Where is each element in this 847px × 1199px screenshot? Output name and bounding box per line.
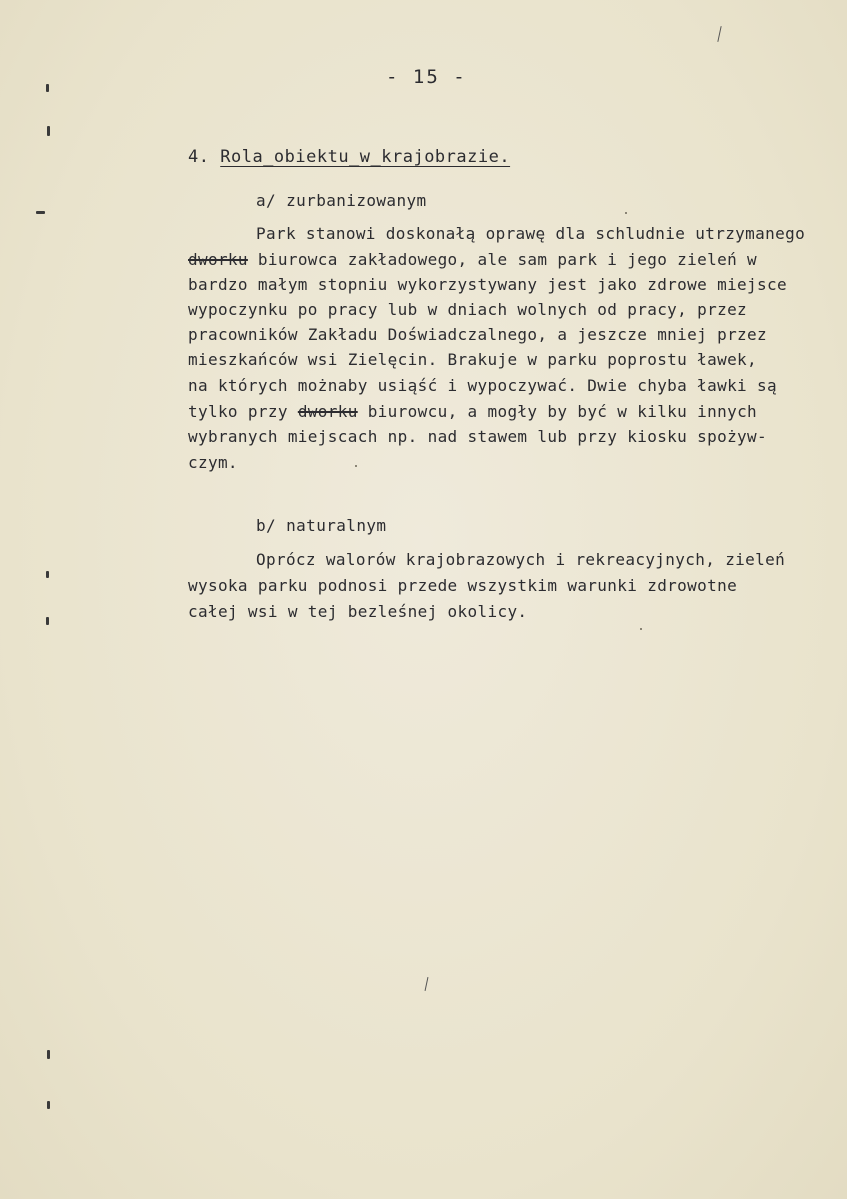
pencil-stroke [425, 977, 429, 991]
margin-mark [46, 617, 49, 625]
struck-word: dworku [188, 250, 248, 269]
paper-speck [640, 628, 642, 630]
margin-mark [47, 1101, 50, 1109]
heading-number: 4. [188, 147, 210, 167]
paragraph-line: całej wsi w tej bezleśnej okolicy. [188, 602, 528, 621]
pencil-stroke [717, 26, 721, 42]
paragraph-line: Park stanowi doskonałą oprawę dla schludnie utrzymanego [256, 224, 806, 243]
paragraph-line [188, 250, 757, 270]
margin-mark [46, 84, 49, 92]
paragraph-line: wysoka parku podnosi przede wszystkim warunki zdrowotne [188, 576, 738, 595]
paper-speck [355, 465, 357, 467]
line-text: biurowcu, a mogły by być w kilku innych [357, 402, 758, 421]
margin-mark [36, 211, 45, 214]
subsection-b-label: b/ naturalnym [256, 516, 387, 535]
paragraph-line: czym. [188, 453, 238, 472]
subsection-a-label: a/ zurbanizowanym [256, 191, 427, 210]
section-heading [188, 147, 510, 167]
paragraph-line: na których możnaby usiąść i wypoczywać. Dwie chyba ławki są [188, 376, 777, 395]
line-text: tylko przy [188, 402, 298, 421]
paragraph-line: bardzo małym stopniu wykorzystywany jest jako zdrowe miejsce [188, 275, 787, 294]
struck-word: dworku [297, 402, 358, 421]
paragraph-line: pracowników Zakładu Doświadczalnego, a jeszcze mniej przez [188, 325, 768, 344]
paragraph-line: wybranych miejscach np. nad stawem lub przy kiosku spożyw- [188, 427, 768, 446]
paragraph-line: wypoczynku po pracy lub w dniach wolnych od pracy, przez [188, 300, 748, 319]
paragraph-line: mieszkańców wsi Zielęcin. Brakuje w parku poprostu ławek, [188, 350, 758, 369]
page-number: - 15 - [386, 66, 467, 88]
margin-mark [47, 126, 50, 136]
paragraph-line [188, 402, 757, 422]
heading-title: Rola_obiektu_w_krajobrazie. [220, 147, 511, 167]
line-text: biurowca zakładowego, ale sam park i jego zieleń w [247, 250, 758, 269]
paragraph-line: Oprócz walorów krajobrazowych i rekreacyjnych, zieleń [256, 550, 786, 569]
margin-mark [46, 571, 49, 578]
paper-speck [625, 212, 627, 214]
margin-mark [47, 1050, 50, 1059]
